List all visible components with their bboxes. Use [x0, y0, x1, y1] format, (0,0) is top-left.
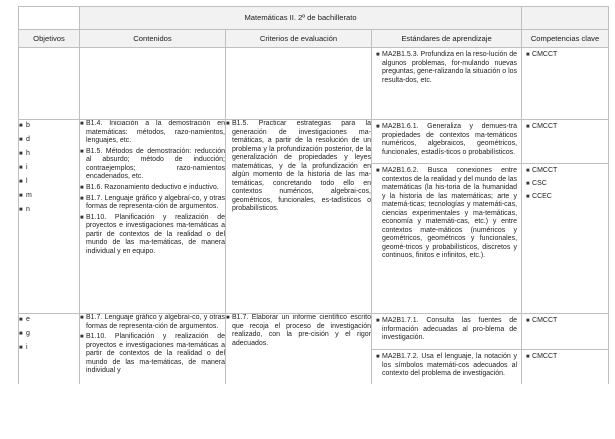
objetivo-item [19, 178, 79, 187]
competencia-item [526, 180, 604, 189]
criterio-item [226, 314, 371, 348]
contenidos-cell [80, 120, 226, 314]
bullet-icon: ■ [526, 168, 530, 174]
bullet-icon: ■ [19, 207, 23, 213]
estandar-item [376, 317, 517, 343]
bullet-icon: ■ [376, 354, 380, 360]
objetivo-text: i [26, 164, 28, 172]
objetivos-cell [19, 48, 80, 120]
estandar-block [372, 164, 521, 266]
estandares-cell [372, 48, 522, 120]
bullet-icon: ■ [526, 354, 530, 360]
objetivo-item [19, 330, 79, 339]
contenido-text: B1.4. Iniciación a la demostración en matemáticas: métodos, razo-namientos, lenguajes, etc. [86, 120, 225, 145]
competencia-text: CMCCT [532, 353, 558, 360]
bullet-icon: ■ [19, 345, 23, 351]
competencia-text: CCEC [532, 193, 552, 200]
competencia-item [526, 353, 604, 362]
contenido-item [80, 214, 225, 257]
estandar-text: MA2B1.6.2. Busca conexiones entre contextos de la realidad y del mundo de las matemáticas (la his-toria de la humanidad y la historia de las matemáticas; arte y matemá-ticas; tecnologías y matemáti-cas, ciencias experimentales y ma-temáticas, economía y matemáti-cas, etc.) y entre contextos mate-máticos (numéricos y geométricos, geométricos y funcionales, geomé-tricos y probabilísticos, discretos y continuos, finitos e infinitos, etc.). [382, 167, 518, 260]
contenido-text: B1.10. Planificación y realización de proyectos e investigaciones ma-temáticas a partir de contextos de la realidad o del mundo de las ma-temáticas, de manera individual y [86, 333, 225, 375]
bullet-icon: ■ [19, 151, 23, 157]
bullet-icon: ■ [376, 168, 380, 174]
contenido-text: B1.6. Razonamiento deductivo e inductivo. [86, 183, 219, 191]
bullet-icon: ■ [19, 123, 23, 129]
criterios-cell [226, 314, 372, 385]
estandar-block [372, 48, 521, 90]
competencias-block [522, 48, 608, 90]
header-blank-cell [19, 7, 80, 30]
contenido-item [80, 195, 225, 212]
bullet-icon: ■ [19, 193, 23, 199]
bullet-icon: ■ [376, 318, 380, 324]
objetivo-item [19, 122, 79, 131]
competencia-text: CSC [532, 180, 547, 187]
bullet-icon: ■ [526, 318, 530, 324]
objetivo-text: m [26, 192, 32, 200]
bullet-icon: ■ [80, 315, 84, 321]
estandar-item [376, 353, 517, 379]
column-header: Estándares de aprendizaje [372, 30, 522, 48]
contenido-item [80, 184, 225, 193]
competencia-item [526, 317, 604, 326]
header-blank-cell-right [522, 7, 609, 30]
bullet-icon: ■ [19, 179, 23, 185]
estandares-cell [372, 120, 522, 314]
bullet-icon: ■ [526, 124, 530, 130]
column-header: Criterios de evaluación [226, 30, 372, 48]
objetivo-item [19, 316, 79, 325]
estandares-cell [372, 314, 522, 385]
table-row [19, 120, 609, 314]
objetivo-text: e [26, 316, 30, 324]
competencia-item [526, 193, 604, 202]
objetivo-text: l [26, 178, 28, 186]
criterio-text: B1.5. Practicar estrategias para la generación de investigaciones ma-temáticas, a partir de la resolución de un problema y la profundización posterior, de la generalización de propiedades y leyes matemáticas, y de la profundización en algún momento de la historia de las ma-temáticas, concretando todo ello en contextos numéricos, algebrai-cos, geométricos, funcionales, es-tadísticos o probabilísticos. [232, 120, 371, 213]
objetivo-text: d [26, 136, 30, 144]
bullet-icon: ■ [80, 195, 84, 202]
bullet-icon: ■ [80, 148, 84, 155]
contenidos-cell [80, 48, 226, 120]
contenido-item [80, 333, 225, 376]
objetivo-text: b [26, 122, 30, 130]
bullet-icon: ■ [526, 181, 530, 187]
bullet-icon: ■ [80, 121, 84, 127]
criterio-item [226, 120, 371, 214]
competencia-item [526, 123, 604, 132]
bullet-icon: ■ [19, 137, 23, 143]
estandar-block [372, 120, 521, 164]
estandar-block [372, 350, 521, 384]
competencia-text: CMCCT [532, 167, 558, 174]
competencias-block [522, 314, 608, 350]
estandar-text: MA2B1.5.3. Profundiza en la reso-lución de algunos problemas, for-mulando nuevas preguntas, gene-ralizando la situación o los resulta-dos, etc. [382, 51, 518, 84]
table-title: Matemáticas II. 2º de bachillerato [80, 7, 522, 30]
column-header: Competencias clave [522, 30, 609, 48]
contenido-text: B1.5. Métodos de demostración: reducción al absurdo; método de inducción; contraejemplos; razo-namientos encadenados, etc. [86, 147, 225, 181]
contenido-text: B1.10. Planificación y realización de proyectos e investigaciones ma-temáticas a partir de contextos de la realidad o del mundo de las ma-temáticas, de manera individual y en equipo. [86, 213, 225, 255]
competencia-item [526, 51, 604, 60]
competencia-item [526, 167, 604, 176]
contenido-text: B1.7. Lenguaje gráfico y algebraí-co, y otras formas de representa-ción de argumentos. [86, 314, 225, 330]
bullet-icon: ■ [376, 124, 380, 130]
competencias-block [522, 164, 608, 266]
objetivo-item [19, 206, 79, 215]
criterios-cell [226, 48, 372, 120]
estandar-text: MA2B1.6.1. Generaliza y demues-tra propiedades de contextos ma-temáticos numéricos, algebraicos, geométricos, funcionales, estadís-ticos o probabilísticos. [382, 123, 518, 156]
competencias-block [522, 350, 608, 384]
estandar-text: MA2B1.7.1. Consulta las fuentes de información adecuadas al pro-blema de investigación. [382, 317, 518, 342]
competencia-text: CMCCT [532, 51, 558, 58]
contenido-text: B1.7. Lenguaje gráfico y algebraí-co, y otras formas de representa-ción de argumentos. [86, 194, 225, 211]
bullet-icon: ■ [80, 184, 84, 191]
bullet-icon: ■ [226, 315, 230, 321]
estandar-block [372, 314, 521, 350]
competencia-text: CMCCT [532, 317, 558, 324]
objetivo-item [19, 192, 79, 201]
table-row [19, 314, 609, 385]
competencias-block [522, 120, 608, 164]
criterio-text: B1.7. Elaborar un informe científico escrito que recoja el proceso de investigación realizado, con la pre-cisión y el rigor adecuados. [232, 314, 371, 347]
objetivo-item [19, 344, 79, 353]
bullet-icon: ■ [526, 194, 530, 200]
bullet-icon: ■ [80, 214, 84, 221]
bullet-icon: ■ [376, 52, 380, 58]
objetivo-text: n [26, 206, 30, 214]
objetivo-text: h [26, 150, 30, 158]
objetivo-text: i [26, 344, 28, 352]
bullet-icon: ■ [19, 331, 23, 337]
objetivos-cell [19, 120, 80, 314]
competencia-text: CMCCT [532, 123, 558, 130]
contenido-item [80, 148, 225, 182]
contenido-item [80, 120, 225, 146]
bullet-icon: ■ [526, 52, 530, 58]
objetivo-item [19, 150, 79, 159]
objetivo-item [19, 136, 79, 145]
column-header: Contenidos [80, 30, 226, 48]
bullet-icon: ■ [226, 121, 230, 127]
bullet-icon: ■ [80, 334, 84, 341]
estandar-item [376, 123, 517, 157]
contenidos-cell [80, 314, 226, 385]
competencias-cell [522, 48, 609, 120]
objetivo-item [19, 164, 79, 173]
competencias-cell [522, 314, 609, 385]
objetivo-text: g [26, 330, 30, 338]
criterios-cell [226, 120, 372, 314]
competencias-cell [522, 120, 609, 314]
estandar-item [376, 167, 517, 261]
table-row [19, 48, 609, 120]
estandar-item [376, 51, 517, 85]
estandar-text: MA2B1.7.2. Usa el lenguaje, la notación y los símbolos matemáti-cos adecuados al contexto del problema de investigación. [382, 353, 518, 378]
objetivos-cell [19, 314, 80, 385]
column-header: Objetivos [19, 30, 80, 48]
bullet-icon: ■ [19, 165, 23, 171]
bullet-icon: ■ [19, 317, 23, 323]
curriculum-table [18, 6, 609, 384]
contenido-item [80, 314, 225, 331]
